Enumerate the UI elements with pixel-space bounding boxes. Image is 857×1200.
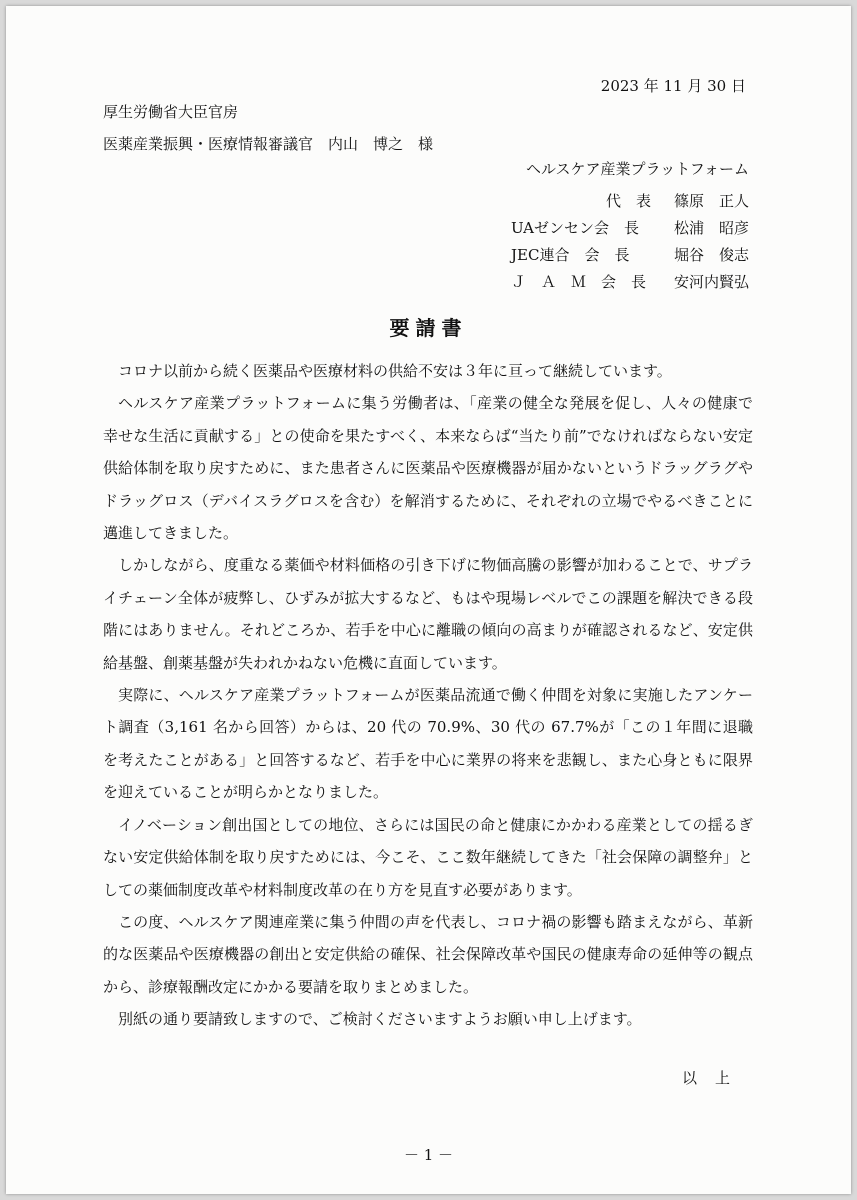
signatory-name: 安河内賢弘 bbox=[673, 273, 749, 291]
body-paragraph: イノベーション創出国としての地位、さらには国民の命と健康にかかわる産業としての揺るぎない安定供給体制を取り戻すためには、今こそ、ここ数年継続してきた「社会保障の調整弁」としての薬価制度改革や材料制度改革の在り方を見直す必要があります。 bbox=[103, 815, 753, 899]
signatory-name: 篠原 正人 bbox=[673, 192, 749, 210]
signatory-name: 堀谷 俊志 bbox=[673, 246, 749, 264]
signatory-row bbox=[511, 218, 749, 238]
page-number: － 1 － bbox=[403, 1146, 454, 1164]
body-paragraph: コロナ以前から続く医薬品や医療材料の供給不安は３年に亘って継続しています。 bbox=[118, 362, 672, 380]
body-paragraph: 実際に、ヘルスケア産業プラットフォームが医薬品流通で働く仲間を対象に実施したアンケート調査（3,161 名から回答）からは、20 代の 70.9%、30 代の 67.7%が「この１年間に退職を考えたことがある」と回答するなど、若手を中心に業界の将来を悲観し、また心身ともに限界を迎えていることが明らかとなりました。 bbox=[103, 686, 753, 802]
document-body bbox=[103, 355, 753, 1036]
document-date: 2023 年 11 月 30 日 bbox=[600, 77, 746, 95]
sender-organization: ヘルスケア産業プラットフォーム bbox=[525, 160, 749, 178]
recipient-name: 医薬産業振興・医療情報審議官 内山 博之 様 bbox=[103, 135, 434, 153]
closing-mark: 以上 bbox=[681, 1069, 748, 1087]
signatory-role: 代 表 bbox=[606, 192, 652, 210]
signatory-role: JEC連合 会 長 bbox=[511, 246, 630, 264]
body-paragraph: 別紙の通り要請致しますので、ご検討くださいますようお願い申し上げます。 bbox=[118, 1010, 642, 1029]
signatory-row bbox=[511, 272, 749, 292]
body-paragraph: この度、ヘルスケア関連産業に集う仲間の声を代表し、コロナ禍の影響も踏まえながら、革新的な医薬品や医療機器の創出と安定供給の確保、社会保障改革や国民の健康寿命の延伸等の観点から、診療報酬改定にかかる要請を取りまとめました。 bbox=[103, 912, 753, 996]
document-page bbox=[6, 6, 851, 1194]
signatory-row bbox=[511, 191, 749, 211]
signatory-role: UAゼンセン会 長 bbox=[511, 219, 640, 237]
signatory-role: Ｊ Ａ Ｍ 会 長 bbox=[511, 273, 647, 291]
body-paragraph: ヘルスケア産業プラットフォームに集う労働者は、「産業の健全な発展を促し、人々の健康で幸せな生活に貢献する」との使命を果たすべく、本来ならば“当たり前”でなければならない安定供給体制を取り戻すために、また患者さんに医薬品や医療機器が届かないというドラッグラグやドラッグロス（デバイスラグロスを含む）を解消するために、それぞれの立場でやるべきことに邁進してきました。 bbox=[103, 394, 753, 543]
recipient-office: 厚生労働省大臣官房 bbox=[103, 103, 239, 121]
signatory-row bbox=[511, 245, 749, 265]
document-title: 要請書 bbox=[389, 316, 468, 340]
body-paragraph: しかしながら、度重なる薬価や材料価格の引き下げに物価高騰の影響が加わることで、サプライチェーン全体が疲弊し、ひずみが拡大するなど、もはや現場レベルでこの課題を解決できる段階にはありません。それどころか、若手を中心に離職の傾向の高まりが確認されるなど、安定供給基盤、創薬基盤が失われかねない危機に直面しています。 bbox=[103, 556, 753, 672]
signatory-name: 松浦 昭彦 bbox=[673, 219, 749, 237]
